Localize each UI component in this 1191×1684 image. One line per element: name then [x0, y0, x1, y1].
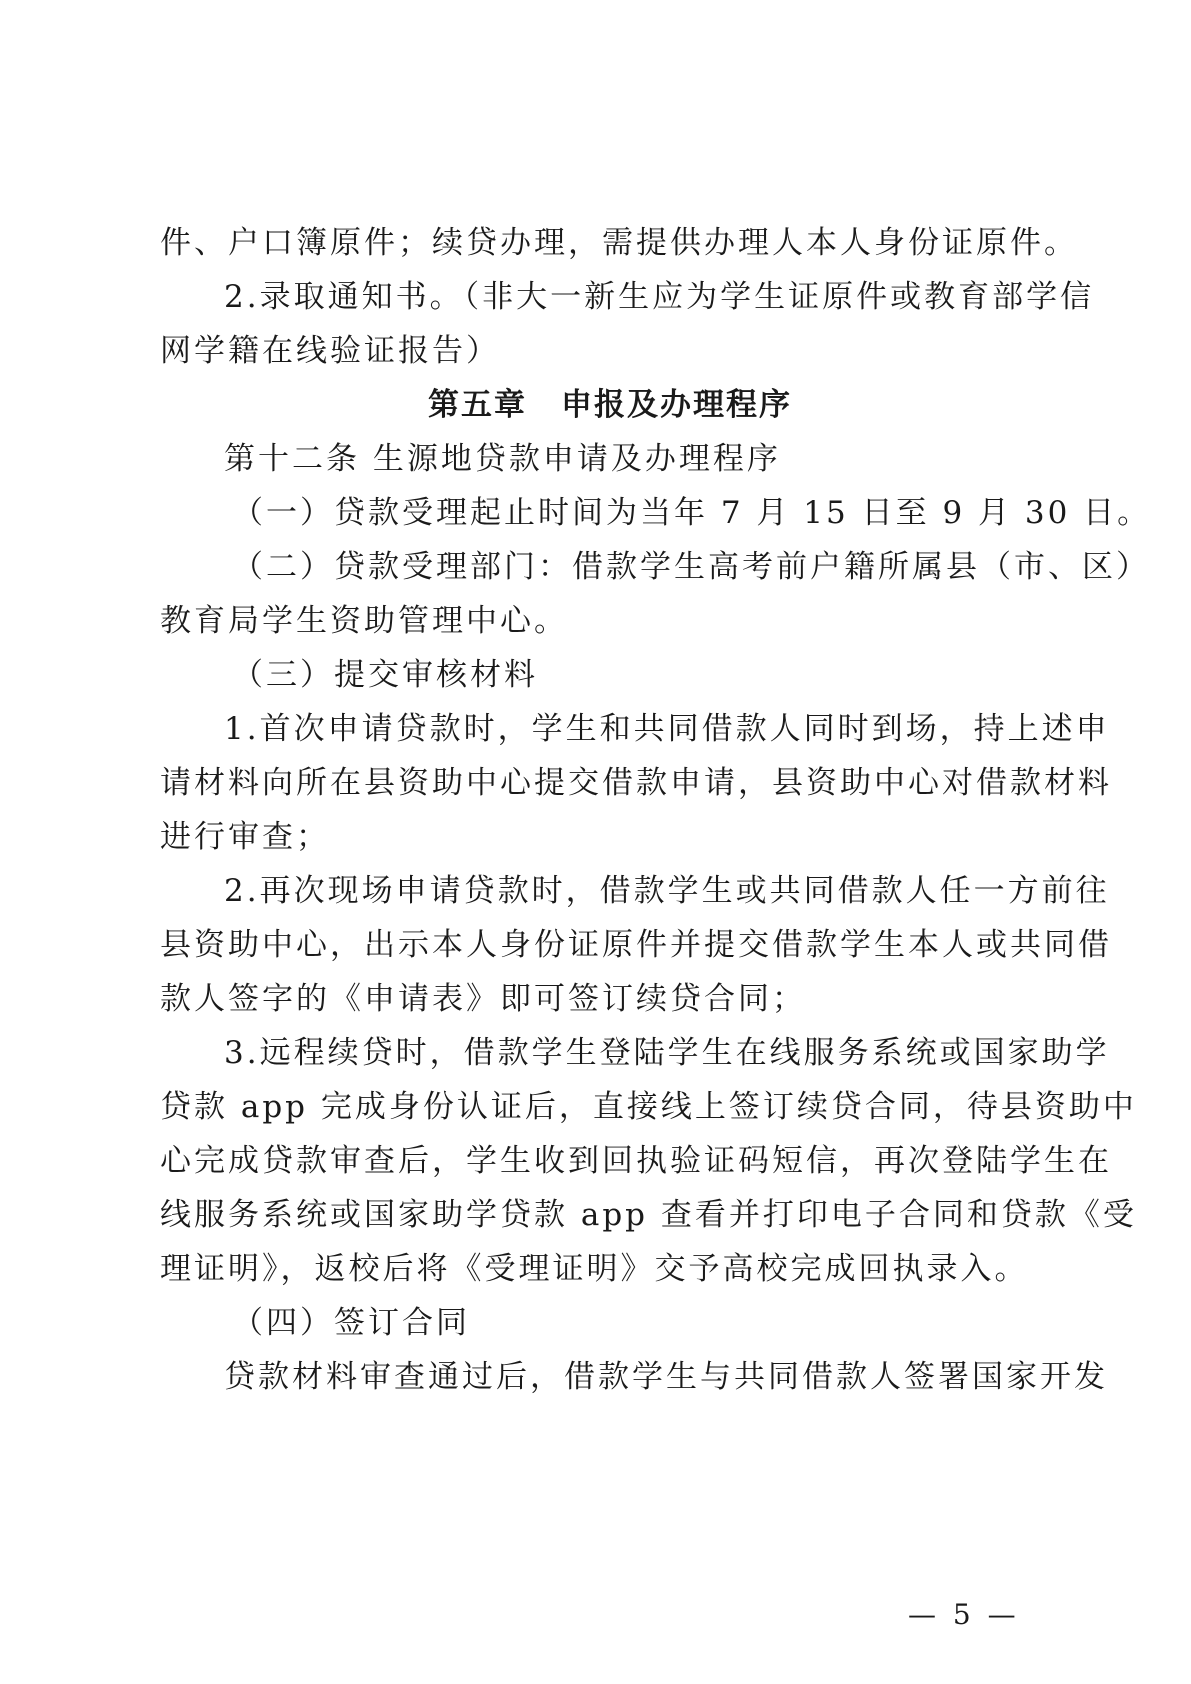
text-line: 请材料向所在县资助中心提交借款申请，县资助中心对借款材料	[160, 765, 1112, 801]
page-number: — 5 —	[908, 1598, 1020, 1631]
text-line: 进行审查；	[160, 819, 330, 855]
text-line: 2.录取通知书。（非大一新生应为学生证原件或教育部学信	[224, 279, 1095, 315]
article-heading: 第十二条 生源地贷款申请及办理程序	[224, 441, 781, 477]
text-line: 县资助中心，出示本人身份证原件并提交借款学生本人或共同借	[160, 927, 1112, 963]
text-line: （一）贷款受理起止时间为当年 7 月 15 日至 9 月 30 日。	[232, 495, 1152, 531]
text-line: 3.远程续贷时，借款学生登陆学生在线服务系统或国家助学	[224, 1035, 1110, 1071]
text-line: 件、户口簿原件；续贷办理，需提供办理人本人身份证原件。	[160, 225, 1078, 261]
text-line: （三）提交审核材料	[232, 657, 538, 693]
text-line: 贷款 app 完成身份认证后，直接线上签订续贷合同，待县资助中	[160, 1089, 1137, 1125]
text-line: 教育局学生资助管理中心。	[160, 603, 568, 639]
text-line: （二）贷款受理部门：借款学生高考前户籍所属县（市、区）	[232, 549, 1150, 585]
chapter-number: 第五章	[428, 387, 527, 423]
chapter-title: 申报及办理程序	[561, 387, 792, 423]
text-line: 款人签字的《申请表》即可签订续贷合同；	[160, 981, 806, 1017]
text-line: 线服务系统或国家助学贷款 app 查看并打印电子合同和贷款《受	[160, 1197, 1137, 1233]
text-line: 理证明》，返校后将《受理证明》交予高校完成回执录入。	[160, 1251, 1029, 1287]
body-text	[160, 216, 1152, 1404]
text-line: 2.再次现场申请贷款时，借款学生或共同借款人任一方前往	[224, 873, 1110, 909]
text-line: 1.首次申请贷款时，学生和共同借款人同时到场，持上述申	[224, 711, 1110, 747]
text-line: 贷款材料审查通过后，借款学生与共同借款人签署国家开发	[224, 1359, 1108, 1395]
chapter-heading	[160, 378, 1040, 432]
text-line: 网学籍在线验证报告）	[160, 333, 500, 369]
text-line: （四）签订合同	[232, 1305, 470, 1341]
text-line: 心完成贷款审查后，学生收到回执验证码短信，再次登陆学生在	[160, 1143, 1112, 1179]
